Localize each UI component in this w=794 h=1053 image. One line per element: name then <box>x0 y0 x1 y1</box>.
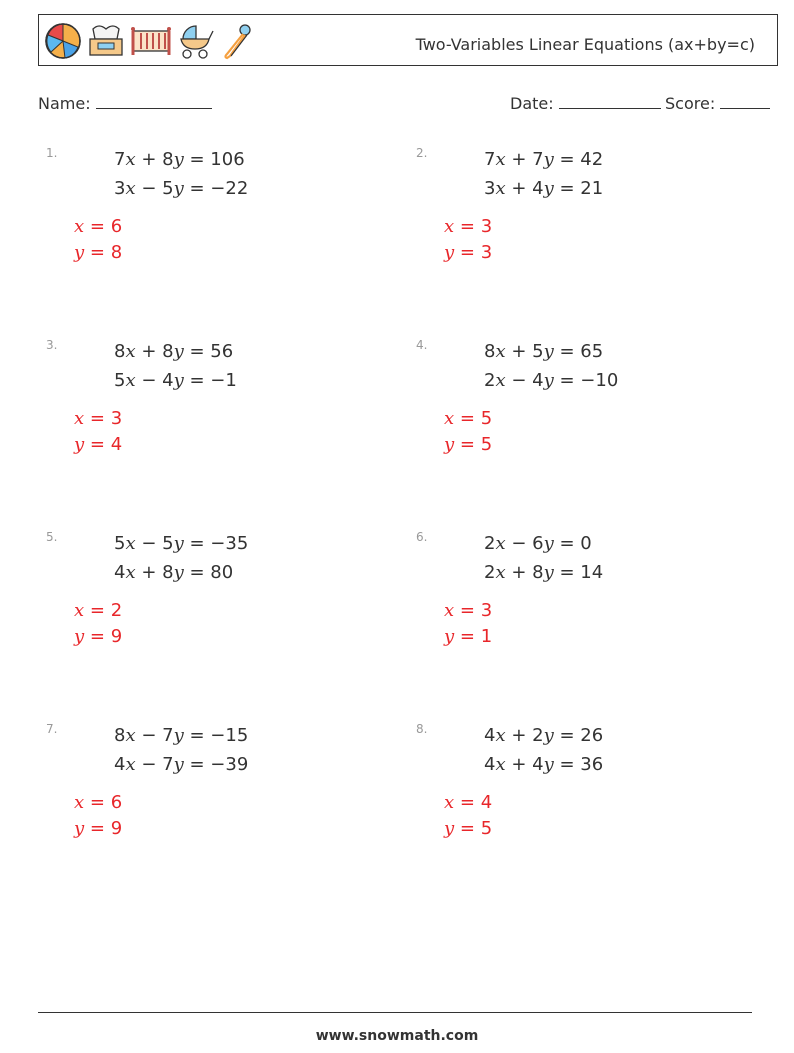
coef-a: 5 <box>114 370 126 391</box>
var-y: y <box>543 149 554 170</box>
coef-b: 5 <box>162 178 174 199</box>
equals-sign: = <box>553 533 581 554</box>
constant: 0 <box>580 533 592 554</box>
coef-a: 4 <box>114 754 126 775</box>
coef-b: 5 <box>162 533 174 554</box>
equals-sign: = <box>454 408 481 429</box>
var-y: y <box>173 149 184 170</box>
constant: 21 <box>580 178 604 199</box>
operator: + <box>505 178 533 199</box>
var-y: y <box>444 434 455 455</box>
constant: −22 <box>210 178 249 199</box>
coef-b: 7 <box>162 725 174 746</box>
var-x: x <box>125 754 136 775</box>
equation-eq1 <box>114 725 248 746</box>
var-y: y <box>543 341 554 362</box>
coef-a: 2 <box>484 533 496 554</box>
problem-number: 7. <box>46 722 58 736</box>
problem-4 <box>416 338 746 498</box>
date-field[interactable] <box>510 94 661 113</box>
var-y: y <box>444 818 455 839</box>
var-y: y <box>173 754 184 775</box>
score-label: Score: <box>665 94 716 113</box>
equation-eq1 <box>484 725 603 746</box>
var-x: x <box>495 754 506 775</box>
answer-value-x: 4 <box>480 792 493 813</box>
coef-b: 7 <box>162 754 174 775</box>
equals-sign: = <box>553 149 581 170</box>
var-x: x <box>495 341 506 362</box>
coef-a: 7 <box>114 149 126 170</box>
problem-number: 3. <box>46 338 58 352</box>
operator: + <box>505 149 533 170</box>
var-y: y <box>173 562 184 583</box>
var-x: x <box>125 178 136 199</box>
answer-value-y: 9 <box>110 818 123 839</box>
constant: 56 <box>210 341 234 362</box>
date-blank[interactable] <box>559 94 661 109</box>
var-x: x <box>495 149 506 170</box>
coef-a: 3 <box>114 178 126 199</box>
answer-y <box>74 434 122 455</box>
operator: − <box>135 754 163 775</box>
var-y: y <box>543 178 554 199</box>
equals-sign: = <box>183 754 211 775</box>
answer-y <box>74 818 122 839</box>
var-x: x <box>444 408 455 429</box>
operator: − <box>135 533 163 554</box>
equation-eq2 <box>114 562 233 583</box>
coef-a: 3 <box>484 178 496 199</box>
equals-sign: = <box>454 818 481 839</box>
var-x: x <box>444 792 455 813</box>
coef-b: 5 <box>532 341 544 362</box>
equals-sign: = <box>183 178 211 199</box>
equals-sign: = <box>553 178 581 199</box>
problem-number: 6. <box>416 530 428 544</box>
coef-b: 4 <box>162 370 174 391</box>
tissue-box-icon <box>85 21 127 61</box>
constant: 80 <box>210 562 234 583</box>
coef-a: 7 <box>484 149 496 170</box>
baby-stroller-icon <box>175 21 215 61</box>
var-x: x <box>125 533 136 554</box>
answer-value-x: 6 <box>110 216 123 237</box>
equals-sign: = <box>183 725 211 746</box>
equals-sign: = <box>183 370 211 391</box>
coef-b: 4 <box>532 178 544 199</box>
var-x: x <box>74 408 85 429</box>
answer-x <box>444 792 492 813</box>
equals-sign: = <box>84 600 111 621</box>
equals-sign: = <box>454 626 481 647</box>
coef-a: 2 <box>484 370 496 391</box>
answer-y <box>444 434 492 455</box>
operator: − <box>135 178 163 199</box>
footer-site: www.snowmath.com <box>315 1028 479 1044</box>
name-blank[interactable] <box>96 94 212 109</box>
operator: − <box>135 370 163 391</box>
operator: + <box>135 341 163 362</box>
operator: + <box>505 725 533 746</box>
answer-value-x: 6 <box>110 792 123 813</box>
var-x: x <box>444 600 455 621</box>
coef-b: 4 <box>532 754 544 775</box>
problem-6 <box>416 530 746 690</box>
var-x: x <box>74 216 85 237</box>
operator: − <box>505 533 533 554</box>
constant: −15 <box>210 725 249 746</box>
var-y: y <box>74 626 85 647</box>
equals-sign: = <box>553 341 581 362</box>
var-x: x <box>74 792 85 813</box>
equation-eq1 <box>114 533 248 554</box>
date-label: Date: <box>510 94 554 113</box>
var-y: y <box>173 725 184 746</box>
operator: + <box>505 754 533 775</box>
coef-a: 8 <box>484 341 496 362</box>
answer-x <box>74 600 122 621</box>
constant: 36 <box>580 754 604 775</box>
worksheet-header <box>38 14 778 66</box>
var-x: x <box>125 370 136 391</box>
equation-eq2 <box>114 370 237 391</box>
coef-a: 8 <box>114 341 126 362</box>
baby-crib-icon <box>129 21 173 61</box>
var-y: y <box>543 725 554 746</box>
problem-number: 1. <box>46 146 58 160</box>
var-y: y <box>173 178 184 199</box>
safety-pin-icon <box>217 21 257 61</box>
answer-x <box>444 408 492 429</box>
coef-a: 4 <box>484 725 496 746</box>
answer-value-y: 1 <box>480 626 493 647</box>
var-y: y <box>74 434 85 455</box>
equals-sign: = <box>553 754 581 775</box>
coef-b: 8 <box>532 562 544 583</box>
var-y: y <box>543 562 554 583</box>
var-x: x <box>125 341 136 362</box>
operator: + <box>505 562 533 583</box>
equation-eq2 <box>484 562 603 583</box>
coef-b: 4 <box>532 370 544 391</box>
problem-3 <box>46 338 376 498</box>
constant: 65 <box>580 341 604 362</box>
answer-y <box>444 626 492 647</box>
header-icons <box>43 20 257 62</box>
coef-b: 7 <box>532 149 544 170</box>
constant: 14 <box>580 562 604 583</box>
score-blank[interactable] <box>720 94 770 109</box>
answer-x <box>74 408 122 429</box>
answer-value-x: 3 <box>110 408 123 429</box>
answer-value-y: 4 <box>110 434 123 455</box>
answer-value-x: 3 <box>480 216 493 237</box>
var-y: y <box>444 242 455 263</box>
operator: − <box>505 370 533 391</box>
coef-b: 6 <box>532 533 544 554</box>
var-x: x <box>495 725 506 746</box>
equals-sign: = <box>553 562 581 583</box>
var-x: x <box>495 562 506 583</box>
equation-eq2 <box>114 178 248 199</box>
equals-sign: = <box>454 792 481 813</box>
worksheet-title: Two-Variables Linear Equations (ax+by=c) <box>415 35 755 54</box>
answer-x <box>444 600 492 621</box>
problem-number: 8. <box>416 722 428 736</box>
constant: 106 <box>210 149 245 170</box>
var-x: x <box>495 370 506 391</box>
operator: + <box>505 341 533 362</box>
constant: −10 <box>580 370 619 391</box>
coef-a: 4 <box>484 754 496 775</box>
constant: −35 <box>210 533 249 554</box>
equals-sign: = <box>84 818 111 839</box>
var-y: y <box>173 533 184 554</box>
var-y: y <box>543 370 554 391</box>
coef-b: 8 <box>162 149 174 170</box>
footer-divider <box>38 1012 752 1013</box>
var-y: y <box>543 533 554 554</box>
equation-eq2 <box>484 178 603 199</box>
var-x: x <box>495 178 506 199</box>
coef-b: 2 <box>532 725 544 746</box>
problem-2 <box>416 146 746 306</box>
equals-sign: = <box>84 408 111 429</box>
name-label: Name: <box>38 94 91 113</box>
equals-sign: = <box>454 434 481 455</box>
equals-sign: = <box>454 216 481 237</box>
var-x: x <box>495 533 506 554</box>
problem-number: 4. <box>416 338 428 352</box>
equals-sign: = <box>84 792 111 813</box>
equation-eq2 <box>114 754 248 775</box>
answer-value-x: 5 <box>480 408 493 429</box>
equals-sign: = <box>183 533 211 554</box>
answer-y <box>444 242 492 263</box>
equation-eq2 <box>484 370 618 391</box>
operator: + <box>135 562 163 583</box>
var-x: x <box>125 562 136 583</box>
equals-sign: = <box>454 600 481 621</box>
answer-x <box>74 216 122 237</box>
operator: − <box>135 725 163 746</box>
beach-ball-icon <box>43 21 83 61</box>
equation-eq1 <box>114 341 233 362</box>
var-y: y <box>543 754 554 775</box>
answer-y <box>444 818 492 839</box>
equals-sign: = <box>183 562 211 583</box>
problem-5 <box>46 530 376 690</box>
answer-value-y: 5 <box>480 818 493 839</box>
constant: 42 <box>580 149 604 170</box>
equals-sign: = <box>84 434 111 455</box>
problem-number: 5. <box>46 530 58 544</box>
var-y: y <box>74 242 85 263</box>
var-x: x <box>444 216 455 237</box>
score-field[interactable] <box>665 94 770 113</box>
coef-b: 8 <box>162 562 174 583</box>
answer-value-y: 3 <box>480 242 493 263</box>
answer-value-x: 2 <box>110 600 123 621</box>
equation-eq1 <box>484 533 592 554</box>
answer-value-y: 5 <box>480 434 493 455</box>
equation-eq1 <box>484 149 603 170</box>
name-field[interactable] <box>38 94 212 113</box>
var-x: x <box>125 149 136 170</box>
equation-eq2 <box>484 754 603 775</box>
answer-value-y: 8 <box>110 242 123 263</box>
var-x: x <box>74 600 85 621</box>
constant: −39 <box>210 754 249 775</box>
var-y: y <box>74 818 85 839</box>
equals-sign: = <box>553 370 581 391</box>
coef-a: 8 <box>114 725 126 746</box>
coef-a: 5 <box>114 533 126 554</box>
problem-8 <box>416 722 746 882</box>
problem-7 <box>46 722 376 882</box>
answer-x <box>74 792 122 813</box>
equals-sign: = <box>454 242 481 263</box>
equals-sign: = <box>84 626 111 647</box>
equation-eq1 <box>114 149 245 170</box>
answer-value-x: 3 <box>480 600 493 621</box>
coef-a: 4 <box>114 562 126 583</box>
answer-y <box>74 242 122 263</box>
answer-x <box>444 216 492 237</box>
equals-sign: = <box>183 149 211 170</box>
coef-a: 2 <box>484 562 496 583</box>
constant: −1 <box>210 370 237 391</box>
problem-number: 2. <box>416 146 428 160</box>
var-y: y <box>444 626 455 647</box>
var-x: x <box>125 725 136 746</box>
var-y: y <box>173 341 184 362</box>
problem-1 <box>46 146 376 306</box>
operator: + <box>135 149 163 170</box>
equation-eq1 <box>484 341 603 362</box>
constant: 26 <box>580 725 604 746</box>
answer-y <box>74 626 122 647</box>
equals-sign: = <box>84 242 111 263</box>
equals-sign: = <box>84 216 111 237</box>
coef-b: 8 <box>162 341 174 362</box>
equals-sign: = <box>183 341 211 362</box>
equals-sign: = <box>553 725 581 746</box>
answer-value-y: 9 <box>110 626 123 647</box>
var-y: y <box>173 370 184 391</box>
